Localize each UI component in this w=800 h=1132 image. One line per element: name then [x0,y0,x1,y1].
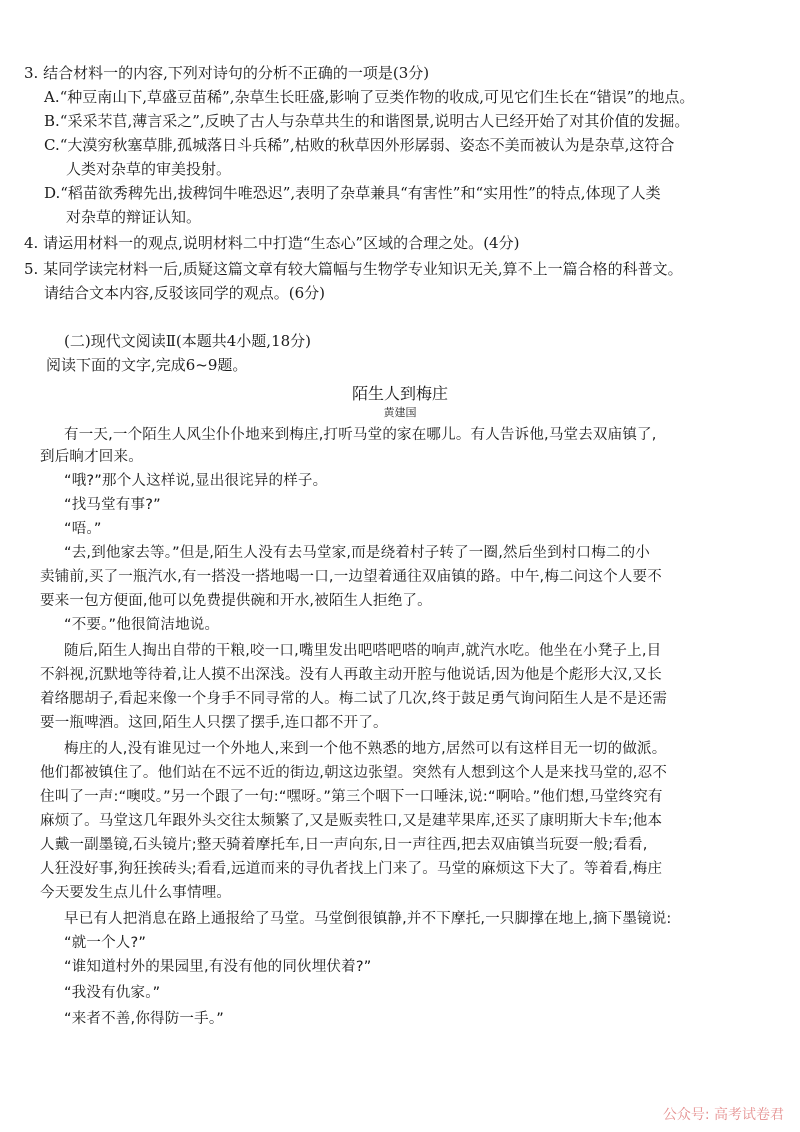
story-line: 着络腮胡子,看起来像一个身手不同寻常的人。梅二试了几次,终于鼓足勇气询问陌生人是不是还需 [40,691,668,707]
story-line: 要一瓶啤酒。这回,陌生人只摆了摆手,连口都不开了。 [40,715,388,731]
question-3-stem: 3. 结合材料一的内容,下列对诗句的分析不正确的一项是(3分) [24,64,430,82]
story-line: 要来一包方便面,他可以免费提供碗和开水,被陌生人拒绝了。 [40,593,432,609]
story-line: “哦?”那个人这样说,显出很诧异的样子。 [64,473,328,489]
question-3-option-b: B.“采采芣苢,薄言采之”,反映了古人与杂草共生的和谐图景,说明古人已经开始了对其价值的发掘。 [44,112,690,130]
watermark: 公众号: 高考试卷君 [662,1107,784,1123]
story-line: “去,到他家去等。”但是,陌生人没有去马堂家,而是绕着村子转了一圈,然后坐到村口梅二的小 [64,545,651,561]
story-line: “我没有仇家。” [64,985,161,1001]
section-heading: (二)现代文阅读Ⅱ(本题共4小题,18分) [64,332,312,350]
story-title: 陌生人到梅庄 [351,384,448,403]
story-line: 今天要发生点儿什么事情哩。 [40,885,232,901]
story-line: 他们都被镇住了。他们站在不远不近的街边,朝这边张望。突然有人想到这个人是来找马堂的,忍不 [40,765,668,781]
story-line: “唔。” [64,521,102,537]
section-instruction: 阅读下面的文字,完成6~9题。 [46,356,248,374]
question-3-option-c: C.“大漠穷秋塞草腓,孤城落日斗兵稀”,枯败的秋草因外形孱弱、姿态不美而被认为是杂草,这符合 [44,136,675,154]
story-line: “找马堂有事?” [64,497,161,513]
question-3-option-d-continued: 对杂草的辩证认知。 [66,208,202,226]
story-author: 黄建国 [383,406,417,419]
story-line: “就一个人?” [64,935,147,951]
story-line: 人戴一副墨镜,石头镜片;整天骑着摩托车,日一声向东,日一声往西,把去双庙镇当玩耍一般;看看, [40,837,648,853]
question-5-line-1: 5. 某同学读完材料一后,质疑这篇文章有较大篇幅与生物学专业知识无关,算不上一篇合格的科普文。 [24,260,683,278]
story-line: 麻烦了。马堂这几年跟外头交往太频繁了,又是贩卖牲口,又是建苹果库,还买了康明斯大卡车;他本 [40,813,663,829]
story-line: “谁知道村外的果园里,有没有他的同伙埋伏着?” [64,959,372,975]
question-4: 4. 请运用材料一的观点,说明材料二中打造“生态心”区域的合理之处。(4分) [24,234,520,252]
question-3-option-a: A.“种豆南山下,草盛豆苗稀”,杂草生长旺盛,影响了豆类作物的收成,可见它们生长在“错误”的地点。 [44,88,695,106]
story-line: 随后,陌生人掏出自带的干粮,咬一口,嘴里发出吧嗒吧嗒的响声,就汽水吃。他坐在小凳子上,目 [64,643,662,659]
story-line: 梅庄的人,没有谁见过一个外地人,来到一个他不熟悉的地方,居然可以有这样目无一切的做派。 [64,741,667,757]
story-line: “来者不善,你得防一手。” [64,1011,224,1027]
story-line: 早已有人把消息在路上通报给了马堂。马堂倒很镇静,并不下摩托,一只脚撑在地上,摘下墨镜说: [64,911,672,927]
question-3-option-d: D.“稻苗欲秀稗先出,拔稗饲牛唯恐迟”,表明了杂草兼具“有害性”和“实用性”的特点,体现了人类 [44,184,661,202]
story-line: 住叫了一声:“噢哎。”另一个跟了一句:“嘿呀。”第三个咽下一口唾沫,说:“啊哈。”他们想,马堂终究有 [40,789,663,805]
story-line: 到后晌才回来。 [40,449,143,465]
question-3-option-c-continued: 人类对杂草的审美投射。 [66,160,232,178]
question-5-line-2: 请结合文本内容,反驳该同学的观点。(6分) [44,284,326,302]
story-line: 卖铺前,买了一瓶汽水,有一搭没一搭地喝一口,一边望着通往双庙镇的路。中午,梅二问这个人要不 [40,569,662,585]
story-line: “不要。”他很简洁地说。 [64,617,220,633]
story-line: 不斜视,沉默地等待着,让人摸不出深浅。没有人再敢主动开腔与他说话,因为他是个彪形大汉,又长 [40,667,662,683]
story-line: 有一天,一个陌生人风尘仆仆地来到梅庄,打听马堂的家在哪儿。有人告诉他,马堂去双庙镇了, [64,427,657,443]
story-line: 人狂没好事,狗狂挨砖头;看看,远道而来的寻仇者找上门来了。马堂的麻烦这下大了。等着看,梅庄 [40,861,663,877]
